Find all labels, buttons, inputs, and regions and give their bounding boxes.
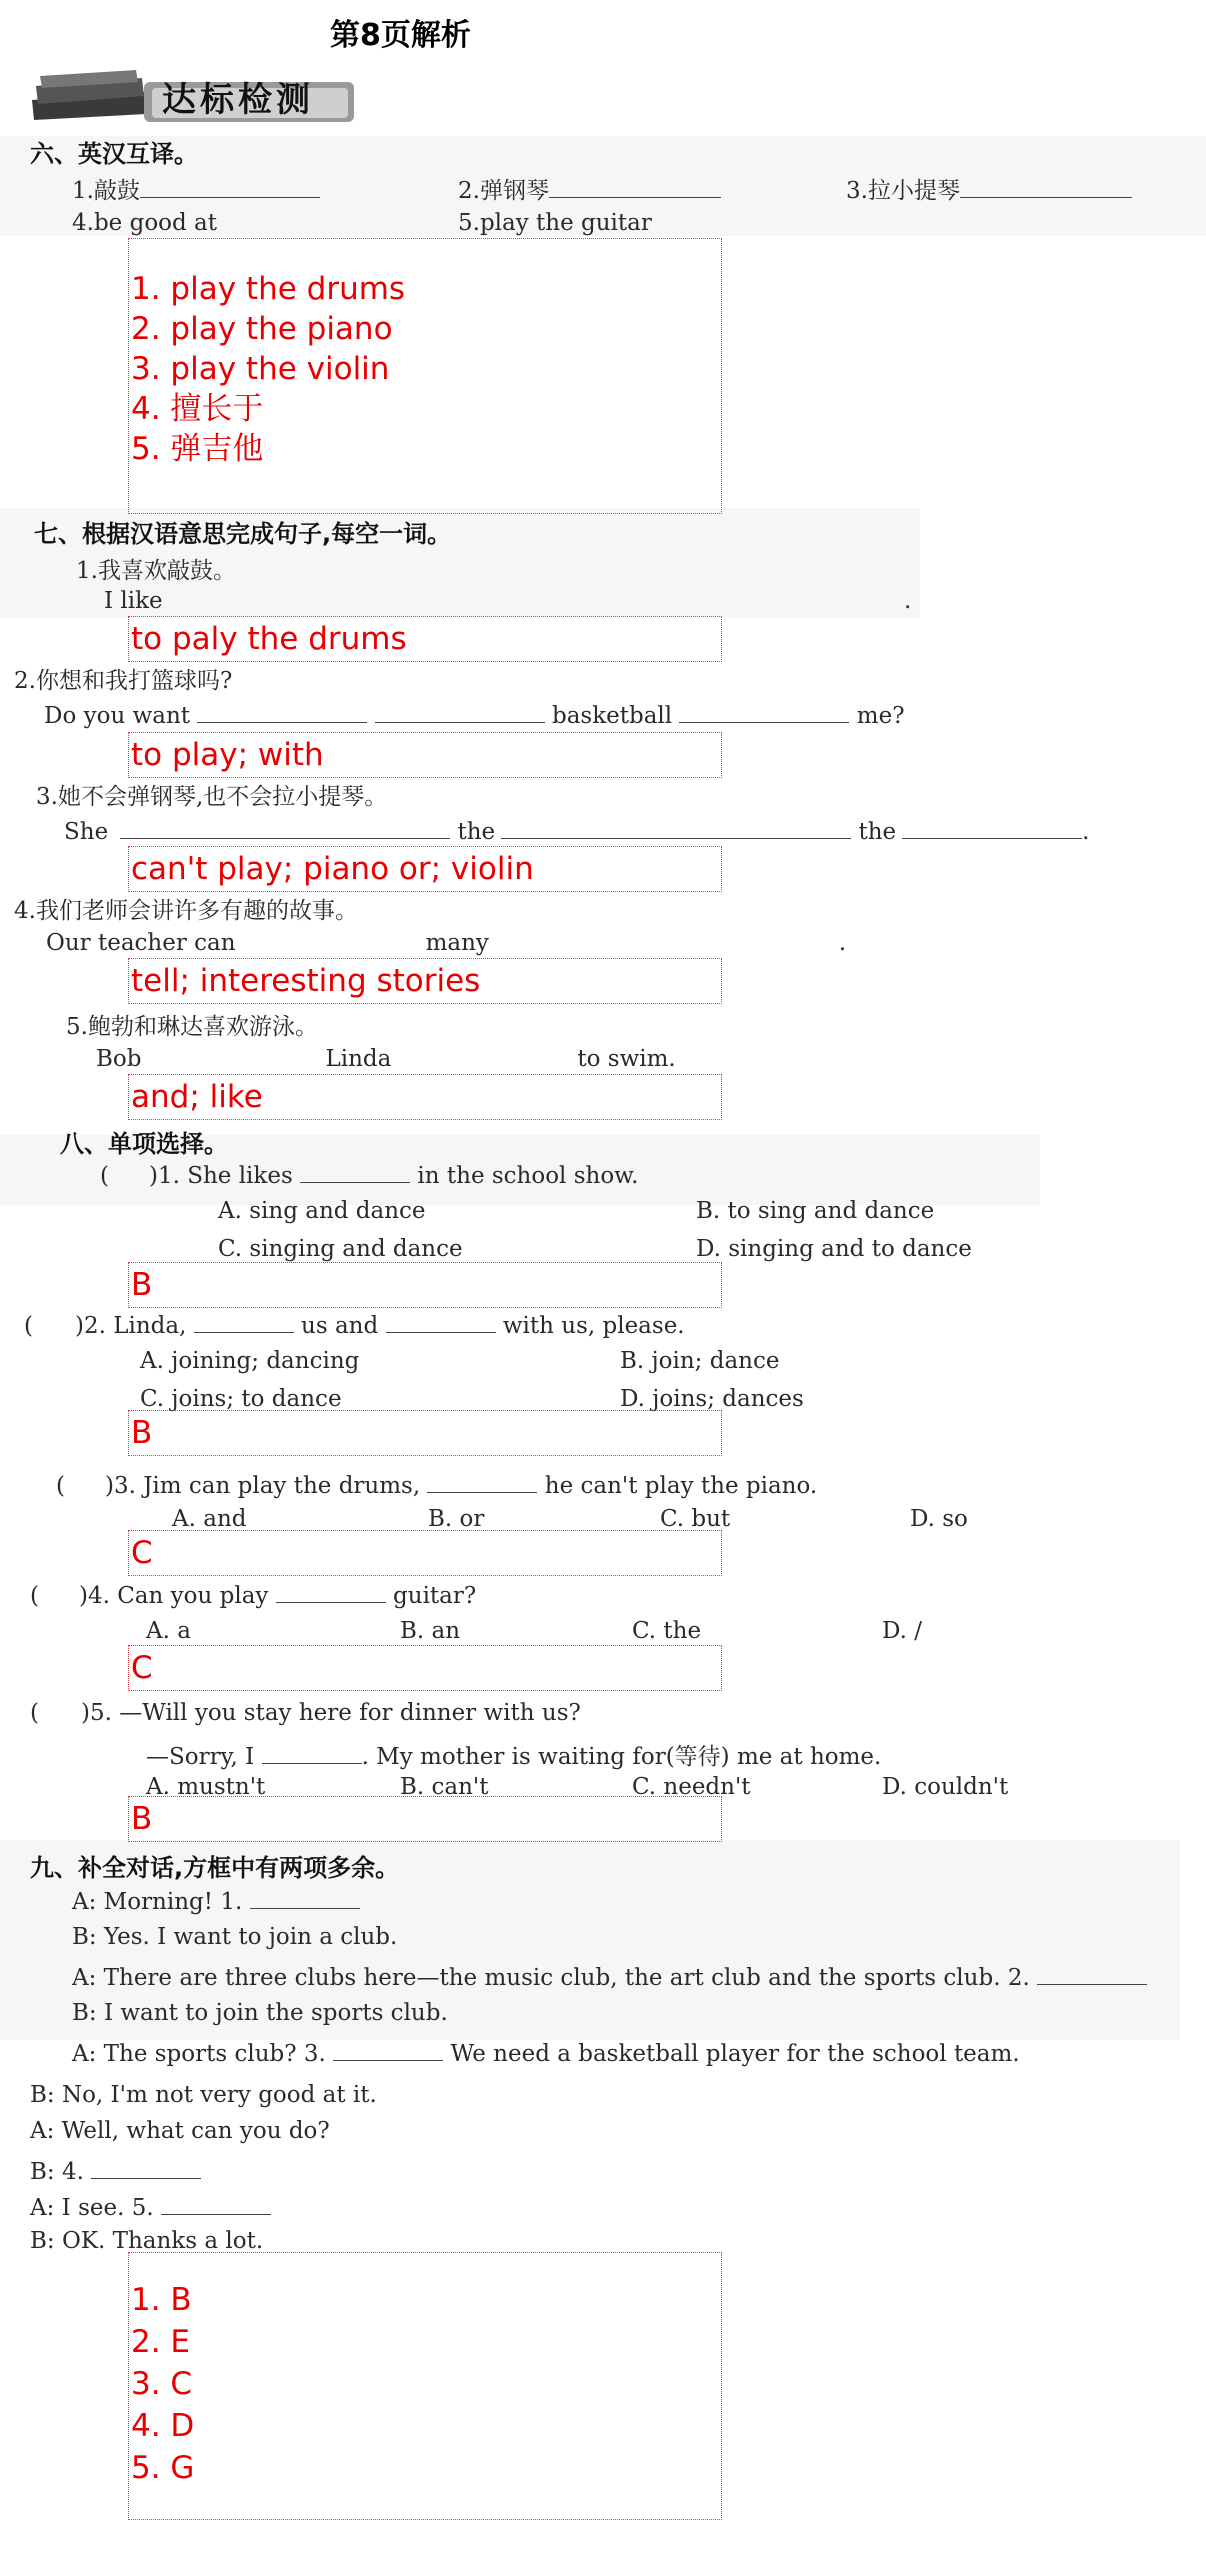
dialogue-line: A: There are three clubs here—the music club, the art club and the sports club. 2. — [72, 1962, 1147, 1991]
s7-q4-chinese: 4.我们老师会讲许多有趣的故事。 — [14, 898, 358, 924]
answer-line: 3. C — [131, 2366, 193, 2402]
s7-q5-chinese: 5.鲍勃和琳达喜欢游泳。 — [66, 1014, 318, 1040]
answer-box-s7-q5: and; like — [128, 1074, 722, 1120]
page-title: 第8页解析 — [330, 18, 471, 53]
section-6-heading: 六、英汉互译。 — [30, 140, 198, 168]
answer-line: 2. play the piano — [131, 311, 393, 347]
answer-line: 1. play the drums — [131, 271, 406, 307]
dialogue-line: A: Well, what can you do? — [30, 2118, 330, 2144]
s8-q5-option-c: C. needn't — [632, 1774, 751, 1800]
answer-box-s7-q3: can't play; piano or; violin — [128, 846, 722, 892]
s8-q3-option-d: D. so — [910, 1506, 968, 1532]
s7-q3-chinese: 3.她不会弹钢琴,也不会拉小提琴。 — [36, 784, 388, 810]
s8-q1-option-d: D. singing and to dance — [696, 1236, 972, 1262]
answer-box-s8-q4: C — [128, 1645, 722, 1691]
s8-q1-option-b: B. to sing and dance — [696, 1198, 935, 1224]
s6-item-2: 2.弹钢琴 — [458, 172, 721, 205]
dialogue-line: B: I want to join the sports club. — [72, 2000, 448, 2026]
s7-q2-chinese: 2.你想和我打篮球吗? — [14, 668, 233, 694]
answer-line: 4. D — [131, 2408, 195, 2444]
s7-q1-end: . — [904, 588, 912, 614]
s8-q3-option-c: C. but — [660, 1506, 731, 1532]
banner-text: 达标检测 — [162, 80, 314, 120]
s7-q3-english: She the the . — [64, 816, 1089, 845]
section-banner — [24, 62, 354, 126]
s6-item-3: 3.拉小提琴 — [846, 172, 1132, 205]
s8-q5-option-a: A. mustn't — [146, 1774, 266, 1800]
answer-box-s7-q4: tell; interesting stories — [128, 958, 722, 1004]
section-7-heading: 七、根据汉语意思完成句子,每空一词。 — [34, 520, 452, 548]
answer-line: 5. G — [131, 2450, 195, 2486]
s8-q5-line2: —Sorry, I . My mother is waiting for(等待) me at home. — [146, 1738, 881, 1771]
answer-line: 2. E — [131, 2324, 191, 2360]
answer-box-s8-q5: B — [128, 1796, 722, 1842]
section-9-heading: 九、补全对话,方框中有两项多余。 — [30, 1854, 400, 1882]
dialogue-line: B: No, I'm not very good at it. — [30, 2082, 377, 2108]
s8-q2-option-b: B. join; dance — [620, 1348, 780, 1374]
s8-q2-option-d: D. joins; dances — [620, 1386, 804, 1412]
s8-q4-option-c: C. the — [632, 1618, 702, 1644]
dialogue-line: A: I see. 5. — [30, 2192, 271, 2221]
s8-q1-option-c: C. singing and dance — [218, 1236, 463, 1262]
s8-q3-stem: ( )3. Jim can play the drums, he can't play the piano. — [56, 1470, 817, 1499]
s8-q1-stem: ( )1. She likes in the school show. — [100, 1160, 638, 1189]
dialogue-line: B: 4. — [30, 2156, 201, 2185]
answer-line: 4. 擅长于 — [131, 391, 264, 427]
s6-item-1: 1.敲鼓 — [72, 172, 320, 205]
s7-q1-english: I like — [104, 588, 163, 614]
answer-box-s8-q1: B — [128, 1262, 722, 1308]
s8-q2-stem: ( )2. Linda, us and with us, please. — [24, 1310, 685, 1339]
s8-q2-option-c: C. joins; to dance — [140, 1386, 342, 1412]
dialogue-line: A: The sports club? 3. We need a basketball player for the school team. — [72, 2038, 1020, 2067]
answer-box-section-9 — [128, 2252, 722, 2520]
s7-q1-chinese: 1.我喜欢敲鼓。 — [76, 558, 236, 584]
s8-q1-option-a: A. sing and dance — [218, 1198, 426, 1224]
s6-item-5: 5.play the guitar — [458, 210, 652, 236]
s8-q4-option-b: B. an — [400, 1618, 461, 1644]
answer-box-s7-q2: to play; with — [128, 732, 722, 778]
s8-q5-stem: ( )5. —Will you stay here for dinner with us? — [30, 1700, 581, 1726]
answer-line: 1. B — [131, 2282, 192, 2318]
answer-line: 5. 弹吉他 — [131, 431, 264, 467]
s8-q3-option-a: A. and — [172, 1506, 247, 1532]
s8-q4-stem: ( )4. Can you play guitar? — [30, 1580, 476, 1609]
s8-q3-option-b: B. or — [428, 1506, 485, 1532]
s8-q5-option-b: B. can't — [400, 1774, 489, 1800]
s8-q5-option-d: D. couldn't — [882, 1774, 1009, 1800]
s8-q2-option-a: A. joining; dancing — [140, 1348, 360, 1374]
s6-item-4: 4.be good at — [72, 210, 217, 236]
s8-q4-option-d: D. / — [882, 1618, 922, 1644]
answer-box-section-6 — [128, 238, 722, 514]
dialogue-line: B: OK. Thanks a lot. — [30, 2228, 264, 2254]
answer-box-s8-q3: C — [128, 1530, 722, 1576]
s7-q5-english: Bob Linda to swim. — [96, 1046, 676, 1072]
s8-q4-option-a: A. a — [146, 1618, 191, 1644]
section-8-heading: 八、单项选择。 — [60, 1130, 228, 1158]
answer-box-s8-q2: B — [128, 1410, 722, 1456]
s7-q2-english: Do you want basketball me? — [44, 700, 905, 729]
dialogue-line: B: Yes. I want to join a club. — [72, 1924, 398, 1950]
answer-line: 3. play the violin — [131, 351, 390, 387]
dialogue-line: A: Morning! 1. — [72, 1886, 360, 1915]
s7-q4-english: Our teacher can many . — [46, 930, 847, 956]
answer-box-s7-q1: to paly the drums — [128, 616, 722, 662]
